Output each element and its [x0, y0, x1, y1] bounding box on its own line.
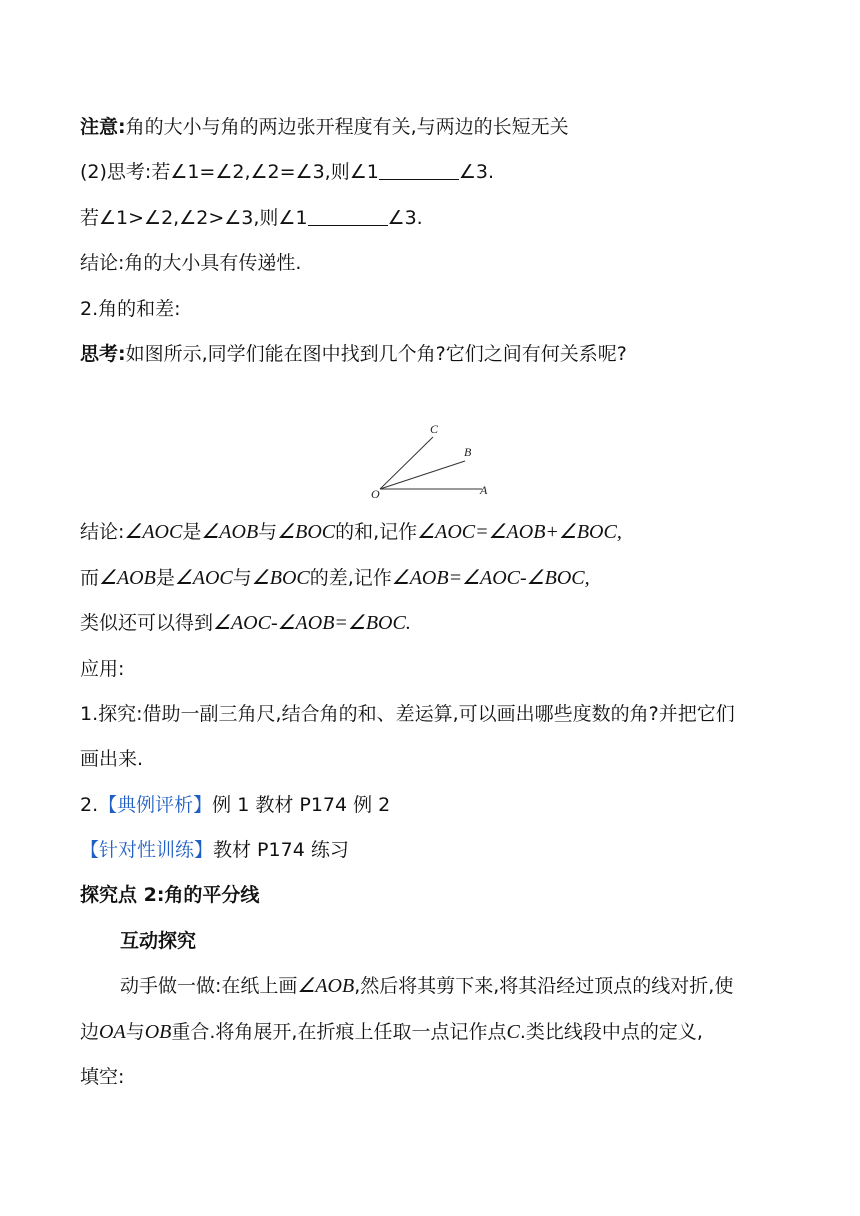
math: ∠BOC — [277, 521, 336, 543]
note-label: 注意: — [80, 116, 126, 138]
math: ∠AOB — [99, 567, 156, 589]
ray-oc — [380, 437, 433, 489]
math: C — [506, 1021, 520, 1043]
text: 的和,记作 — [335, 521, 418, 543]
conclusion-difference — [80, 565, 590, 591]
text: 2. — [80, 794, 99, 816]
math: ∠AOB — [201, 521, 259, 543]
text: 例 1 教材 P174 例 2 — [212, 794, 391, 816]
text: 动手做一做:在纸上画 — [120, 975, 298, 997]
text: .类比线段中点的定义, — [519, 1021, 703, 1043]
think-text: 如图所示,同学们能在图中找到几个角?它们之间有何关系呢? — [125, 343, 627, 365]
angle-figure — [365, 418, 505, 504]
text: 教材 P174 练习 — [213, 839, 349, 861]
training-tag: 【针对性训练】 — [80, 839, 214, 861]
note-line — [80, 114, 569, 140]
answer-blank[interactable] — [379, 161, 459, 180]
math: ∠BOC — [251, 567, 310, 589]
think-line-1 — [80, 159, 494, 185]
answer-blank[interactable] — [308, 207, 388, 226]
text: 类似还可以得到 — [80, 612, 214, 634]
math: ∠AOC — [174, 567, 233, 589]
think-2-tail: ∠3. — [387, 207, 423, 229]
conclusion-sum — [80, 519, 622, 545]
text: 与 — [258, 521, 278, 543]
math: ∠AOC-∠AOB=∠BOC. — [213, 612, 411, 634]
example-tag: 【典例评析】 — [98, 794, 213, 816]
ray-ob — [380, 461, 465, 489]
think-question — [80, 341, 627, 367]
think-label: 思考: — [80, 343, 126, 365]
text: 边 — [80, 1021, 100, 1043]
math: ∠AOC=∠AOB+∠BOC, — [417, 521, 622, 543]
text: 与 — [125, 1021, 145, 1043]
hands-on-line-1 — [120, 973, 733, 999]
text: 重合.将角展开,在折痕上任取一点记作点 — [171, 1021, 507, 1043]
text: 的差,记作 — [309, 567, 392, 589]
fill-in-prompt: 填空: — [80, 1066, 125, 1088]
text: 是 — [182, 521, 202, 543]
interactive-explore-heading: 互动探究 — [120, 930, 197, 952]
text: 而 — [80, 567, 100, 589]
math: OA — [99, 1021, 126, 1043]
explore-task-line-2: 画出来. — [80, 748, 144, 770]
text: ,然后将其剪下来,将其沿经过顶点的线对折,使 — [354, 975, 734, 997]
text: 是 — [155, 567, 175, 589]
label-c: C — [430, 422, 439, 436]
targeted-training — [80, 837, 349, 863]
explore-point-2-heading: 探究点 2:角的平分线 — [80, 884, 260, 906]
text: 结论: — [80, 521, 125, 543]
math: OB — [144, 1021, 172, 1043]
conclusion-transitive: 结论:角的大小具有传递性. — [80, 252, 302, 274]
math: ∠AOB=∠AOC-∠BOC, — [391, 567, 590, 589]
label-a: A — [480, 483, 488, 497]
math: ∠AOC — [124, 521, 183, 543]
math: ∠AOB — [297, 975, 355, 997]
text: 与 — [232, 567, 252, 589]
section-angle-sum-diff: 2.角的和差: — [80, 298, 181, 320]
hands-on-line-2 — [80, 1019, 703, 1045]
think-1-tail: ∠3. — [458, 161, 495, 183]
note-text: 角的大小与角的两边张开程度有关,与两边的长短无关 — [125, 116, 569, 138]
think-2-text: 若∠1>∠2,∠2>∠3,则∠1 — [80, 207, 308, 229]
example-analysis — [80, 792, 390, 818]
conclusion-similar — [80, 610, 411, 636]
application-heading: 应用: — [80, 658, 125, 680]
think-1-text: (2)思考:若∠1=∠2,∠2=∠3,则∠1 — [80, 161, 379, 183]
label-o: O — [371, 487, 380, 501]
think-line-2 — [80, 205, 423, 231]
label-b: B — [464, 445, 472, 459]
explore-task-line-1: 1.探究:借助一副三角尺,结合角的和、差运算,可以画出哪些度数的角?并把它们 — [80, 703, 735, 725]
